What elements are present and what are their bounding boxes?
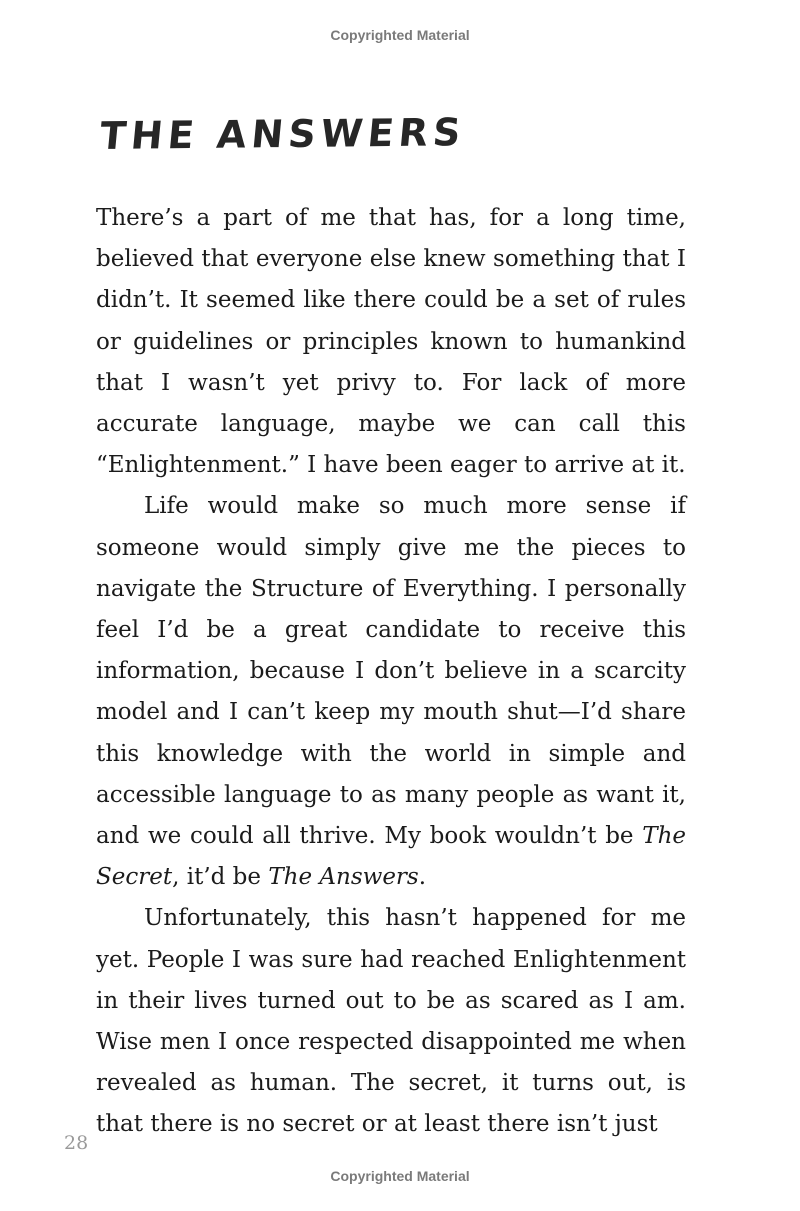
book-title-the-answers: The Answers [268,864,419,891]
paragraph-1: There’s a part of me that has, for a long time, believed that everyone else knew something that I didn’t. It seemed like there could be a set of rules or guidelines or principles known to humankind that I wasn’t yet privy to. For lack of more accurate language, maybe we can call this “Enlightenment.” I have been eager to arrive at it. [96,205,686,479]
paragraph-3: Unfortunately, this hasn’t happened for me yet. People I was sure had reached Enlightenment in their lives turned out to be as scared as I am. Wise men I once respected disappointed me when revealed as human. The secret, it turns out, is that there is no secret or at least there isn’t just [96,905,686,1138]
copyright-watermark-top: Copyrighted Material [330,27,470,43]
copyright-watermark-bottom: Copyrighted Material [330,1168,470,1184]
paragraph-2-end: . [418,864,427,891]
page-number: 28 [64,1132,89,1154]
paragraph-2 [96,486,686,898]
paragraph-2-mid: , it’d be [172,864,269,891]
book-title-the-secret: The Secret [96,823,686,891]
chapter-title: THE ANSWERS [97,110,468,158]
body-text [96,198,686,1146]
paragraph-2-text: Life would make so much more sense if someone would simply give me the pieces to navigate the Structure of Everything. I personally feel I’d be a great candidate to receive this information, because I don’t believe in a scarcity model and I can’t keep my mouth shut—I’d share this knowledge with the world in simple and accessible language to as many people as want it, and we could all thrive. My book wouldn’t be [96,493,686,850]
